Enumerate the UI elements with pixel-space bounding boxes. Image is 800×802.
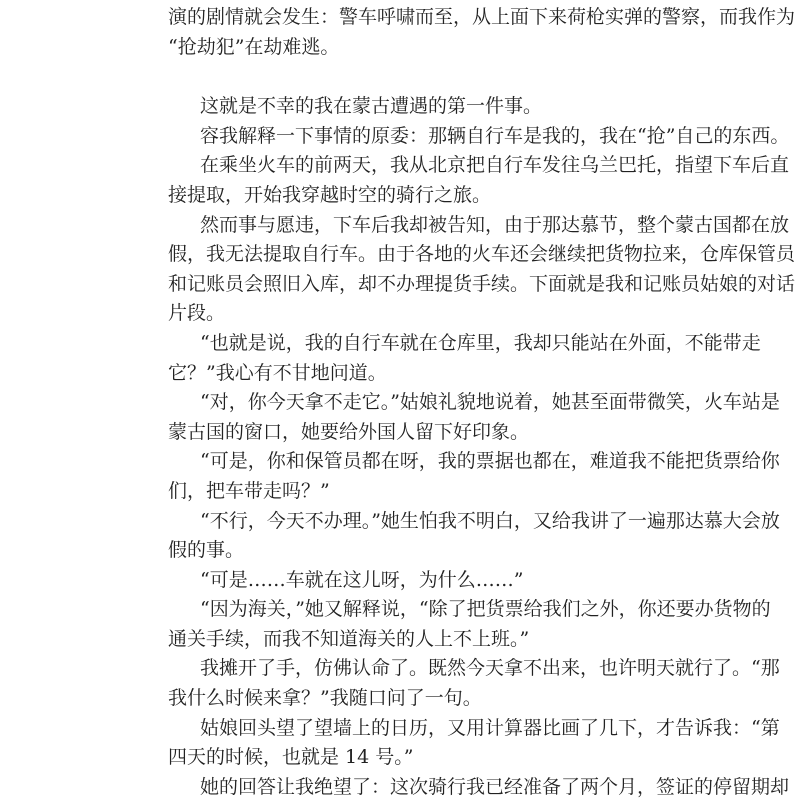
text-line: “对，你今天拿不走它。”姑娘礼貌地说着，她甚至面带微笑，火车站是 — [200, 391, 780, 414]
text-line: 和记账员会照旧入库，却不办理提货手续。下面就是我和记账员姑娘的对话 — [168, 272, 796, 295]
text-line: 接提取，开始我穿越时空的骑行之旅。 — [168, 183, 492, 206]
document-page — [168, 3, 796, 802]
paragraph — [168, 211, 796, 329]
paragraph — [168, 447, 780, 506]
text-line: 她的回答让我绝望了：这次骑行我已经准备了两个月，签证的停留期却 — [200, 775, 790, 798]
text-line: 片段。 — [168, 302, 226, 325]
text-line: 假，我无法提取自行车。由于各地的火车还会继续把货物拉来，仓库保管员 — [168, 243, 796, 266]
text-line: 四天的时候，也就是 14 号。” — [168, 746, 414, 769]
text-line: 我摊开了手，仿佛认命了。既然今天拿不出来，也许明天就行了。“那 — [200, 657, 780, 680]
text-line: 通关手续，而我不知道海关的人上不上班。” — [168, 627, 530, 650]
text-line: 容我解释一下事情的原委：那辆自行车是我的，我在“抢”自己的东西。 — [200, 124, 790, 147]
text-line: 这就是不幸的我在蒙古遭遇的第一件事。 — [200, 95, 543, 118]
text-line: “可是，你和保管员都在呀，我的票据也都在，难道我不能把货票给你 — [200, 450, 780, 473]
paragraph — [168, 329, 761, 388]
text-line: 然而事与愿违，下车后我却被告知，由于那达慕节，整个蒙古国都在放 — [200, 213, 790, 236]
text-line: 假的事。 — [168, 539, 245, 562]
paragraph — [168, 92, 724, 122]
paragraph — [168, 388, 780, 447]
paragraph — [168, 3, 796, 62]
paragraph — [168, 566, 724, 596]
paragraph — [168, 507, 780, 566]
text-line: 演的剧情就会发生：警车呼啸而至，从上面下来荷枪实弹的警察，而我作为 — [168, 6, 796, 28]
text-line: 它？”我心有不甘地问道。 — [168, 361, 387, 384]
paragraph — [168, 654, 780, 713]
text-line: “不行，今天不办理。”她生怕我不明白，又给我讲了一遍那达慕大会放 — [200, 509, 780, 532]
text-line: 我什么时候来拿？”我随口问了一句。 — [168, 687, 482, 710]
text-line: 姑娘回头望了望墙上的日历，又用计算器比画了几下，才告诉我：“第 — [200, 716, 780, 739]
text-line: 在乘坐火车的前两天，我从北京把自行车发往乌兰巴托，指望下车后直 — [200, 154, 790, 177]
text-line: “可是……车就在这儿呀，为什么……” — [200, 568, 524, 591]
paragraph — [168, 773, 790, 802]
text-line: “抢劫犯”在劫难逃。 — [168, 35, 340, 58]
text-line: 们，把车带走吗？” — [168, 479, 330, 502]
paragraph — [168, 595, 771, 654]
text-line: “因为海关，”她又解释说，“除了把货票给我们之外，你还要办货物的 — [200, 598, 771, 621]
paragraph — [168, 714, 780, 773]
text-line: “也就是说，我的自行车就在仓库里，我却只能站在外面，不能带走 — [200, 331, 761, 354]
text-line: 蒙古国的窗口，她要给外国人留下好印象。 — [168, 420, 530, 443]
paragraph-gap — [168, 62, 724, 92]
paragraph — [168, 122, 790, 152]
paragraph — [168, 151, 790, 210]
